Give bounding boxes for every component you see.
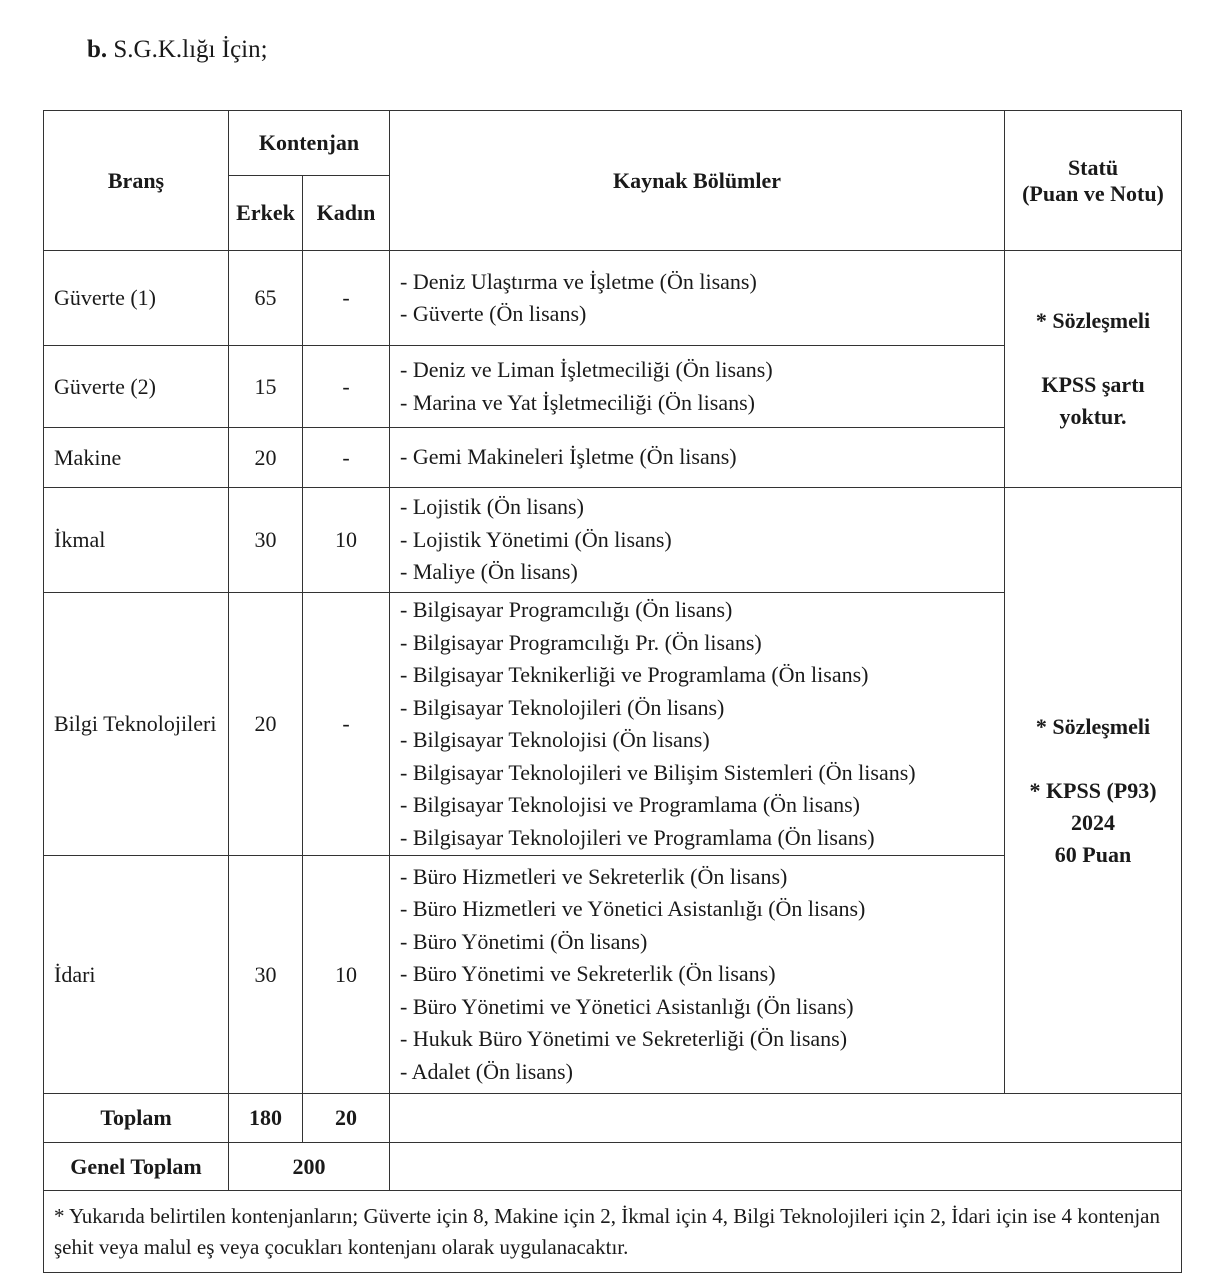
section-heading — [87, 36, 268, 64]
statu-kpss-note: KPSS şartı — [1041, 372, 1145, 397]
header-kadin: Kadın — [303, 176, 390, 251]
genel-toplam-empty — [390, 1143, 1182, 1191]
erkek-cell: 30 — [229, 856, 303, 1094]
toplam-kadin: 20 — [303, 1094, 390, 1143]
bolum-item: - Marina ve Yat İşletmeciliği (Ön lisans) — [400, 389, 755, 415]
erkek-cell: 20 — [229, 428, 303, 488]
bolum-item: - Bilgisayar Teknolojisi ve Programlama (Ön lisans) — [400, 792, 860, 817]
bolum-item: - Bilgisayar Teknolojileri (Ön lisans) — [400, 694, 725, 720]
erkek-cell: 30 — [229, 488, 303, 593]
brans-cell: İkmal — [44, 488, 229, 593]
toplam-empty — [390, 1094, 1182, 1143]
header-erkek: Erkek — [229, 176, 303, 251]
bolum-item: - Büro Yönetimi (Ön lisans) — [400, 928, 648, 954]
header-statu — [1005, 111, 1182, 251]
genel-toplam-row — [44, 1143, 1182, 1191]
bolum-item: - Büro Yönetimi ve Sekreterlik (Ön lisans) — [400, 961, 776, 987]
erkek-cell: 15 — [229, 346, 303, 428]
statu-kpss: * KPSS (P93) — [1029, 777, 1157, 803]
statu-sozlesmeli: * Sözleşmeli — [1035, 308, 1151, 333]
kadin-cell: - — [303, 251, 390, 346]
brans-cell: İdari — [44, 856, 229, 1094]
header-statu-line2: (Puan ve Notu) — [1022, 180, 1164, 206]
section-title: S.G.K.lığı İçin; — [113, 36, 268, 63]
bolum-item: - Bilgisayar Teknolojisi (Ön lisans) — [400, 727, 710, 752]
bolum-item: - Büro Hizmetleri ve Sekreterlik (Ön lisans) — [400, 863, 788, 889]
bolumler-cell — [390, 856, 1005, 1094]
bolum-item: - Maliye (Ön lisans) — [400, 559, 578, 585]
bolum-item: - Adalet (Ön lisans) — [400, 1058, 573, 1084]
bolum-item: - Lojistik Yönetimi (Ön lisans) — [400, 526, 672, 552]
bolum-item: - Gemi Makineleri İşletme (Ön lisans) — [400, 444, 737, 470]
section-prefix: b. — [87, 36, 108, 63]
kadin-cell: 10 — [303, 488, 390, 593]
table-row — [44, 488, 1182, 593]
toplam-erkek: 180 — [229, 1094, 303, 1143]
erkek-cell: 65 — [229, 251, 303, 346]
bolum-item: - Bilgisayar Teknolojileri ve Programlama (Ön lisans) — [400, 824, 875, 850]
bolum-item: - Bilgisayar Teknikerliği ve Programlama (Ön lisans) — [400, 662, 869, 687]
header-row-1 — [44, 111, 1182, 176]
statu-kpss-year: 2024 — [1071, 809, 1115, 835]
bolum-item: - Hukuk Büro Yönetimi ve Sekreterliği (Ön lisans) — [400, 1026, 848, 1052]
bolum-item: - Güverte (Ön lisans) — [400, 301, 587, 326]
brans-cell: Makine — [44, 428, 229, 488]
kadin-cell: 10 — [303, 856, 390, 1094]
bolumler-cell — [390, 488, 1005, 593]
bolum-item: - Bilgisayar Teknolojileri ve Bilişim Sistemleri (Ön lisans) — [400, 759, 916, 785]
header-kontenjan: Kontenjan — [229, 111, 390, 176]
bolum-item: - Lojistik (Ön lisans) — [400, 494, 584, 520]
bolum-item: - Büro Hizmetleri ve Yönetici Asistanlığı (Ön lisans) — [400, 896, 866, 922]
bolumler-cell — [390, 428, 1005, 488]
header-brans: Branş — [44, 111, 229, 251]
bolum-item: - Büro Yönetimi ve Yönetici Asistanlığı (Ön lisans) — [400, 993, 854, 1019]
bolumler-cell — [390, 593, 1005, 856]
header-kaynak-bolumler: Kaynak Bölümler — [390, 111, 1005, 251]
kadin-cell: - — [303, 428, 390, 488]
note-row — [44, 1191, 1182, 1273]
statu-sozlesmeli: * Sözleşmeli — [1035, 713, 1151, 739]
statu-cell-group-1 — [1005, 251, 1182, 488]
genel-toplam-label: Genel Toplam — [44, 1143, 229, 1191]
header-statu-line1: Statü — [1067, 154, 1119, 180]
brans-cell: Güverte (1) — [44, 251, 229, 346]
bolum-item: - Deniz Ulaştırma ve İşletme (Ön lisans) — [400, 268, 757, 294]
table-row — [44, 251, 1182, 346]
kadin-cell: - — [303, 593, 390, 856]
toplam-label: Toplam — [44, 1094, 229, 1143]
bolumler-cell — [390, 251, 1005, 346]
statu-cell-group-2 — [1005, 488, 1182, 1094]
statu-kpss-note-2: yoktur. — [1059, 404, 1127, 429]
kadin-cell: - — [303, 346, 390, 428]
footnote: * Yukarıda belirtilen kontenjanların; Güverte için 8, Makine için 2, İkmal için 4, Bilgi Teknolojileri için 2, İdari için ise 4 kontenjan şehit veya malul eş veya çocukları kontenjanı olarak uygulanacaktır. — [44, 1191, 1182, 1273]
bolum-item: - Bilgisayar Programcılığı Pr. (Ön lisans) — [400, 629, 762, 655]
statu-kpss-score: 60 Puan — [1054, 841, 1132, 867]
brans-cell: Güverte (2) — [44, 346, 229, 428]
bolumler-cell — [390, 346, 1005, 428]
genel-toplam-value: 200 — [229, 1143, 390, 1191]
toplam-row — [44, 1094, 1182, 1143]
erkek-cell: 20 — [229, 593, 303, 856]
bolum-item: - Bilgisayar Programcılığı (Ön lisans) — [400, 597, 733, 622]
brans-cell: Bilgi Teknolojileri — [44, 593, 229, 856]
bolum-item: - Deniz ve Liman İşletmeciliği (Ön lisans) — [400, 357, 773, 382]
quota-table — [43, 110, 1182, 1273]
